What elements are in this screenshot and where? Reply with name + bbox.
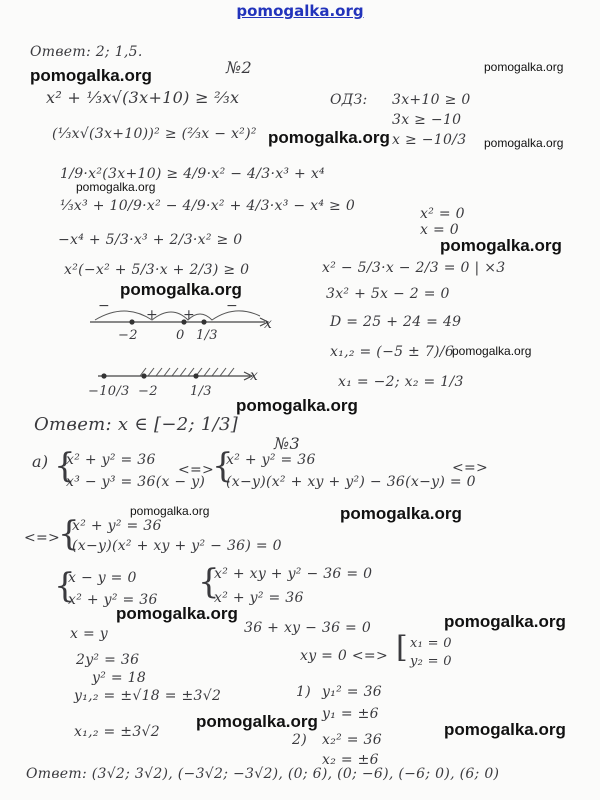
sign: + xyxy=(146,307,159,323)
task-number-3: №3 xyxy=(274,434,300,453)
point-label: 0 xyxy=(176,328,185,343)
left-step: x = y xyxy=(70,626,108,642)
side-step: D = 25 + 24 = 49 xyxy=(330,314,462,330)
step: x²(−x² + 5/3·x + 2/3) ≥ 0 xyxy=(64,262,250,278)
side-step: x² − 5/3·x − 2/3 = 0 | ×3 xyxy=(322,260,506,276)
side-step: x₁,₂ = (−5 ± 7)/6 xyxy=(330,344,455,360)
watermark: pomogalka.org xyxy=(76,180,156,194)
right-step: 36 + xy − 36 = 0 xyxy=(244,620,372,636)
watermark: pomogalka.org xyxy=(30,66,152,85)
system-line: x² + y² = 36 xyxy=(214,590,304,606)
right-case: x₁ = 0 xyxy=(410,636,452,651)
system-line: x² + y² = 36 xyxy=(66,452,156,468)
system-line: x² + y² = 36 xyxy=(226,452,316,468)
watermark: pomogalka.org xyxy=(196,712,318,731)
left-step: 2y² = 36 xyxy=(76,652,140,668)
case-bracket: [ xyxy=(396,630,408,665)
case-step: y₁ = ±6 xyxy=(322,706,379,722)
system-brace: { xyxy=(198,562,220,602)
system-line: x² + y² = 36 xyxy=(68,592,158,608)
equiv-arrow: <=> xyxy=(24,530,61,546)
answer-3: Ответ: (3√2; 3√2), (−3√2; −3√2), (0; 6), (0; −6), (−6; 0), (6; 0) xyxy=(26,766,500,782)
previous-answer: Ответ: 2; 1,5. xyxy=(30,44,143,60)
left-step: y₁,₂ = ±√18 = ±3√2 xyxy=(74,688,222,704)
system-line: x² + y² = 36 xyxy=(72,518,162,534)
task-number-2: №2 xyxy=(226,58,252,77)
watermark: pomogalka.org xyxy=(130,504,210,518)
step: −x⁴ + 5/3·x³ + 2/3·x² ≥ 0 xyxy=(58,232,243,248)
side-step: 3x² + 5x − 2 = 0 xyxy=(326,286,450,302)
point-label: −2 xyxy=(138,384,158,399)
watermark: pomogalka.org xyxy=(268,128,390,147)
left-step: y² = 18 xyxy=(92,670,147,686)
odz-line: 3x ≥ −10 xyxy=(392,112,462,128)
system-line: (x−y)(x² + xy + y² − 36) = 0 xyxy=(72,538,282,554)
right-case: y₂ = 0 xyxy=(410,654,452,669)
case-step: x₂² = 36 xyxy=(322,732,382,748)
watermark: pomogalka.org xyxy=(444,720,566,739)
watermark: pomogalka.org xyxy=(340,504,462,523)
side-step: x² = 0 xyxy=(420,206,465,222)
step: ⅓x³ + 10/9·x² − 4/9·x² + 4/3·x³ − x⁴ ≥ 0 xyxy=(60,198,356,214)
watermark: pomogalka.org xyxy=(120,280,242,299)
part-label: а) xyxy=(32,452,49,471)
side-step: x₁ = −2; x₂ = 1/3 xyxy=(338,374,464,390)
sign: − xyxy=(226,298,239,314)
step: 1/9·x²(3x+10) ≥ 4/9·x² − 4/3·x³ + x⁴ xyxy=(60,166,325,182)
point-label: 1/3 xyxy=(196,328,218,343)
watermark: pomogalka.org xyxy=(484,60,564,74)
system-line: x³ − y³ = 36(x − y) xyxy=(66,474,206,490)
watermark: pomogalka.org xyxy=(440,236,562,255)
case-step: y₁² = 36 xyxy=(322,684,382,700)
equiv-arrow: <=> xyxy=(452,460,489,476)
watermark: pomogalka.org xyxy=(444,612,566,631)
watermark: pomogalka.org xyxy=(236,396,358,415)
sign: − xyxy=(98,298,111,314)
left-step: x₁,₂ = ±3√2 xyxy=(74,724,160,740)
watermark: pomogalka.org xyxy=(116,604,238,623)
axis-label: x xyxy=(250,368,259,384)
case-number: 2) xyxy=(292,732,307,748)
answer-2: Ответ: x ∈ [−2; 1/3] xyxy=(34,414,239,435)
sign: + xyxy=(183,307,196,323)
system-line: (x−y)(x² + xy + y²) − 36(x−y) = 0 xyxy=(226,474,476,490)
system-line: x − y = 0 xyxy=(68,570,137,586)
point-label: −2 xyxy=(118,328,138,343)
step: (⅓x√(3x+10))² ≥ (⅔x − x²)² xyxy=(52,126,257,142)
side-step: x = 0 xyxy=(420,222,459,238)
equiv-arrow: <=> xyxy=(178,462,215,478)
point-label: 1/3 xyxy=(190,384,212,399)
system-brace: { xyxy=(54,446,76,486)
system-brace: { xyxy=(212,446,234,486)
point-label: −10/3 xyxy=(88,384,130,399)
system-brace: { xyxy=(58,514,80,554)
watermark: pomogalka.org xyxy=(452,344,532,358)
watermark: pomogalka.org xyxy=(484,136,564,150)
right-step: xy = 0 <=> xyxy=(300,648,388,664)
odz-line: 3x+10 ≥ 0 xyxy=(392,92,471,108)
inequality: x² + ⅓x√(3x+10) ≥ ⅔x xyxy=(46,88,240,107)
odz-line: x ≥ −10/3 xyxy=(392,132,467,148)
system-brace: { xyxy=(54,566,76,606)
case-step: x₂ = ±6 xyxy=(322,752,379,768)
axis-label: x xyxy=(264,316,273,332)
odz-label: ОДЗ: xyxy=(330,92,368,108)
system-line: x² + xy + y² − 36 = 0 xyxy=(214,566,373,582)
case-number: 1) xyxy=(296,684,311,700)
header-watermark[interactable]: pomogalka.org xyxy=(236,2,364,20)
